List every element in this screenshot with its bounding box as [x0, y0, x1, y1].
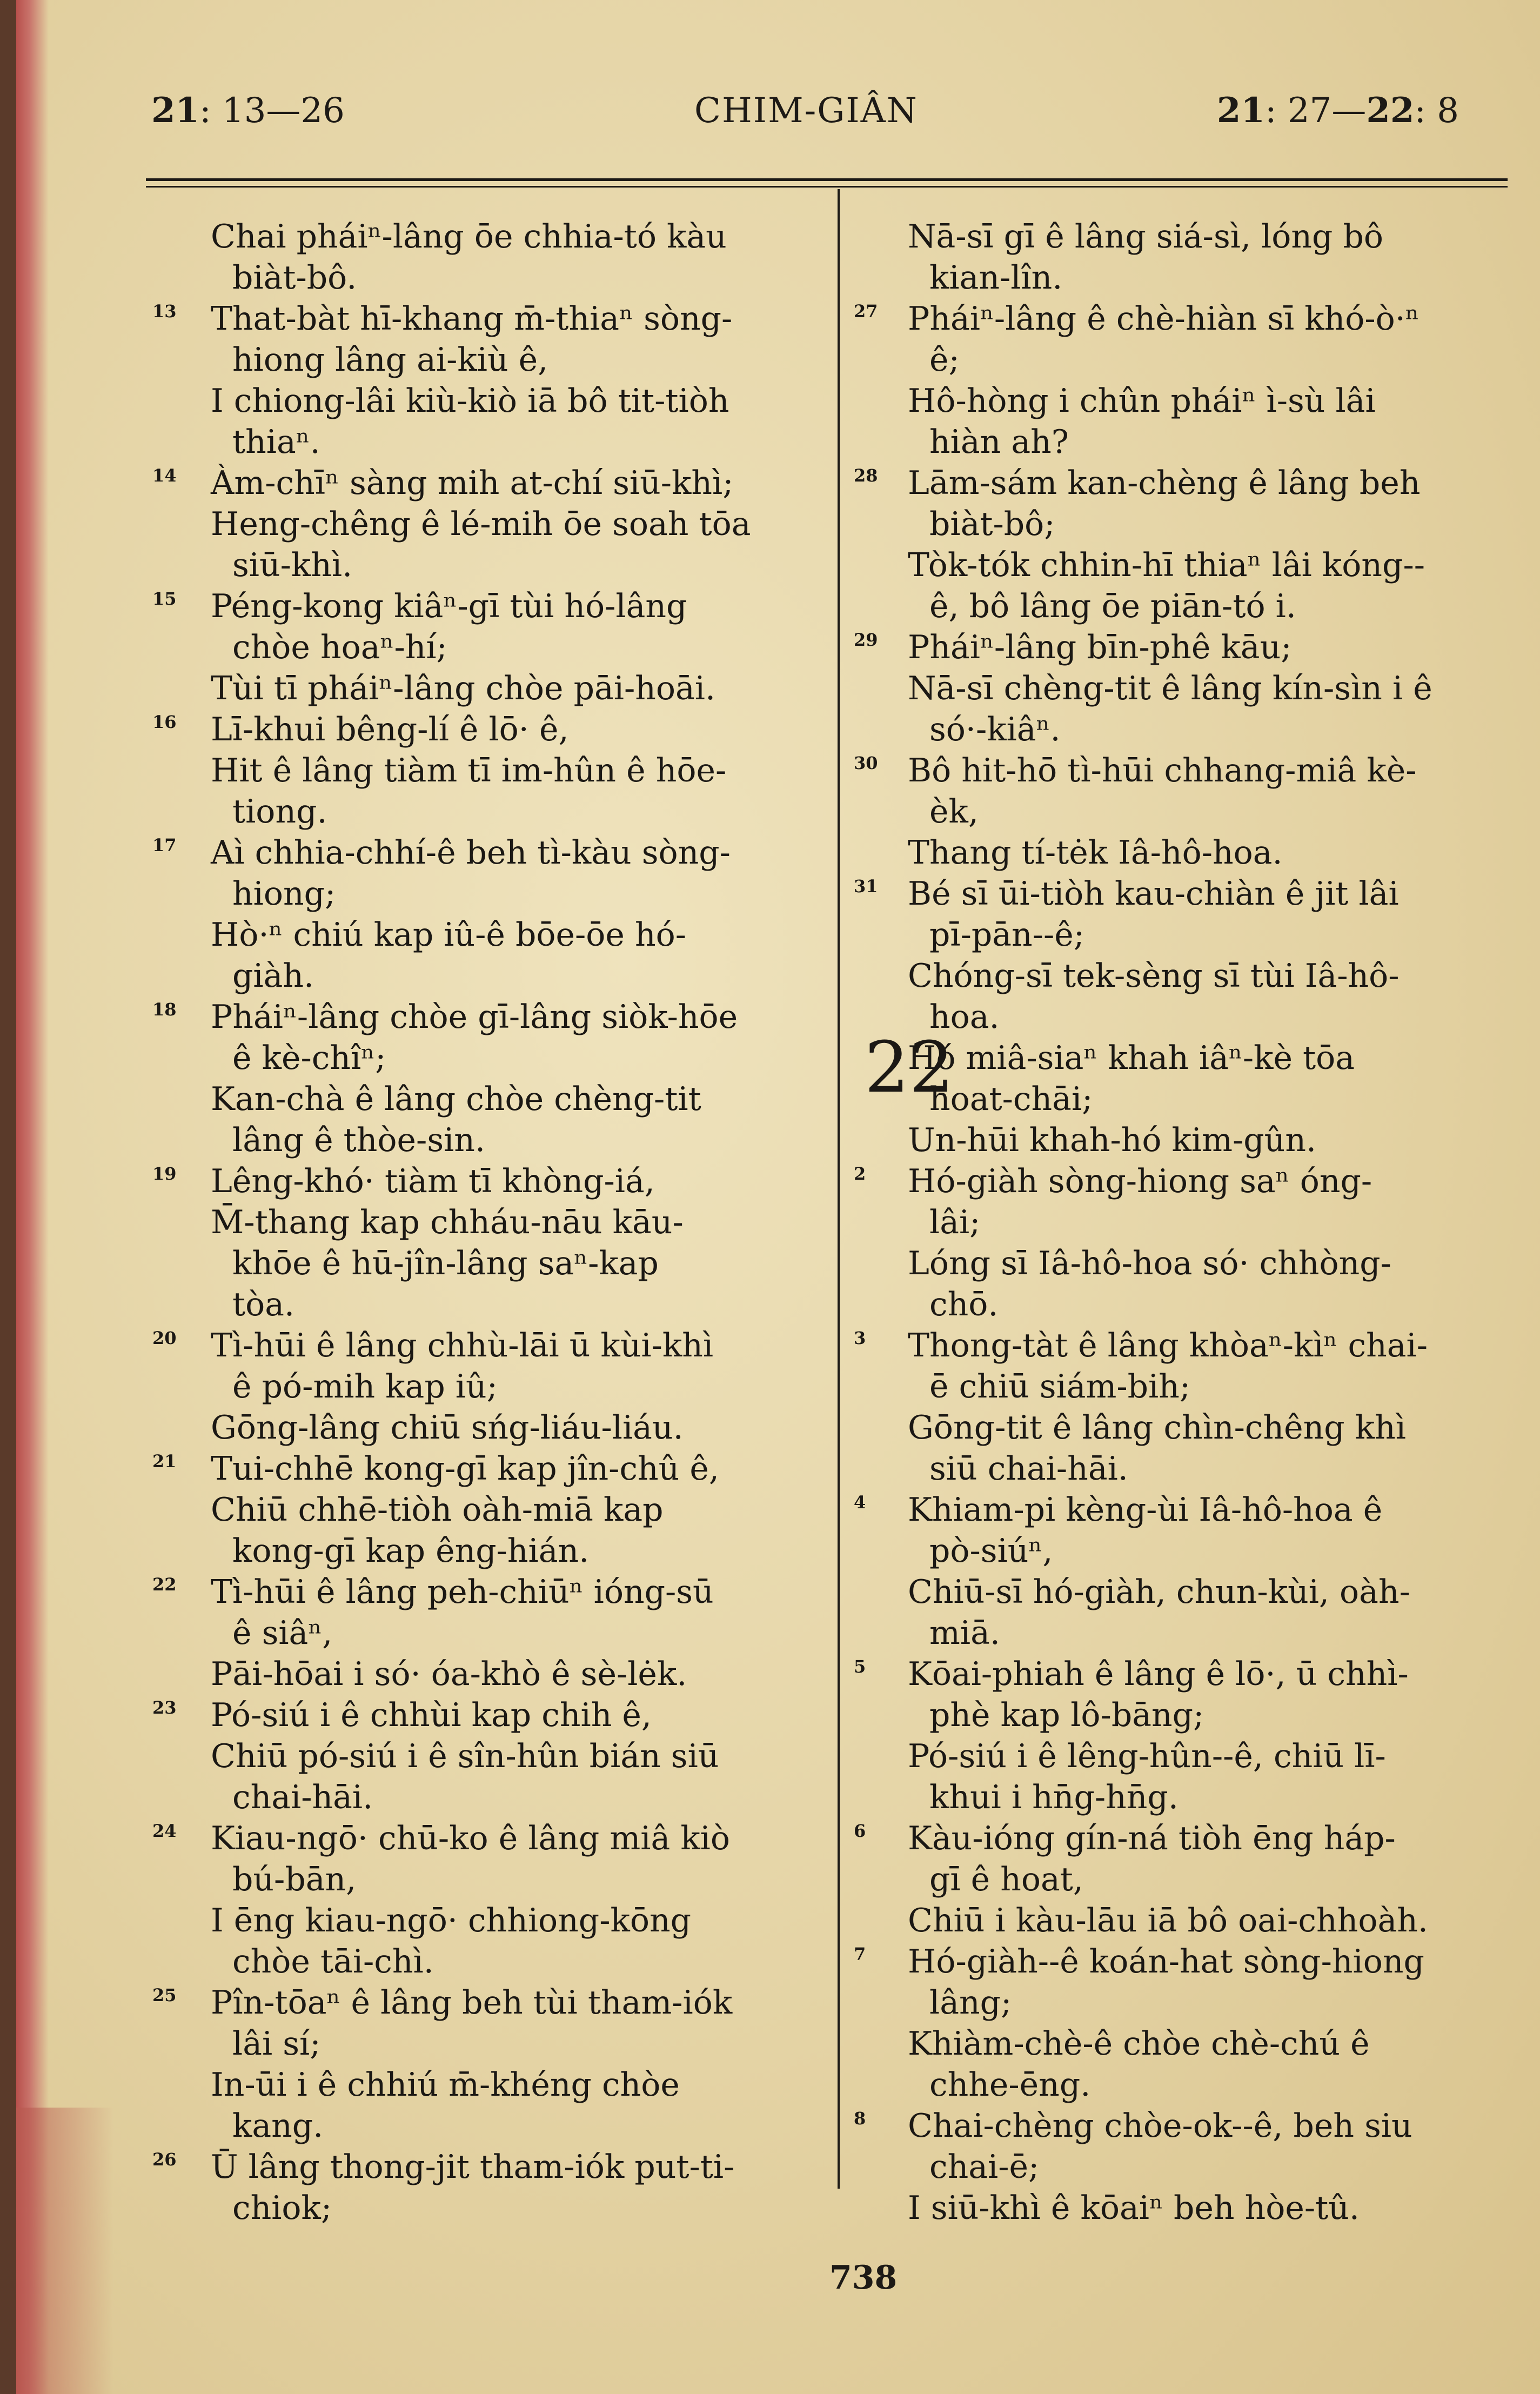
- verse-line: [854, 1695, 1535, 1736]
- left-column: [152, 216, 827, 2229]
- verse-text: Nā-sī chèng-tit ê lâng kín-sìn i ê: [908, 670, 1432, 707]
- verse-text: chai-hāi.: [232, 1778, 373, 1816]
- verse-text: Thang tí-tėk Iâ-hô-hoa.: [908, 834, 1283, 872]
- verse-number: 30: [854, 753, 878, 773]
- verse-text: I chiong-lâi kiù-kiò iā bô tit-tiòh: [211, 382, 729, 420]
- verse-line: [854, 298, 1535, 339]
- verse-text: Hô-hòng i chûn pháiⁿ ì-sù lâi: [908, 382, 1376, 420]
- verse-number: 23: [152, 1697, 177, 1718]
- verse-text: Hó-giàh--ê koán-hat sòng-hiong: [908, 1943, 1424, 1981]
- verse-line: [854, 2023, 1535, 2064]
- verse-text: chòe tāi-chì.: [232, 1943, 434, 1981]
- verse-line: [157, 873, 827, 914]
- verse-text: ê pó-mih kap iû;: [232, 1368, 498, 1406]
- verse-text: kong-gī kap êng-hián.: [232, 1532, 590, 1570]
- verse-text: Tì-hūi ê lâng chhù-lāi ū kùi-khì: [211, 1327, 714, 1365]
- verse-text: kang.: [232, 2107, 324, 2145]
- verse-line: [157, 257, 827, 298]
- verse-text: Lām-sám kan-chèng ê lâng beh: [908, 464, 1421, 502]
- verse-line: [152, 463, 827, 504]
- verse-text: chiok;: [232, 2189, 332, 2227]
- verse-line: [854, 1818, 1535, 1859]
- verse-number: 13: [152, 301, 177, 322]
- verse-number: 3: [854, 1328, 866, 1348]
- verse-text: chō.: [929, 1286, 999, 1323]
- verse-text: Hit ê lâng tiàm tī im-hûn ê hōe-: [211, 752, 727, 790]
- verse-text: só·-kiâⁿ.: [929, 711, 1061, 748]
- verse-text: Pháiⁿ-lâng ê chè-hiàn sī khó-ò·ⁿ: [908, 300, 1420, 338]
- verse-line: [157, 1202, 827, 1243]
- verse-line: [854, 1407, 1535, 1448]
- verse-text: siū chai-hāi.: [929, 1450, 1128, 1488]
- verse-text: pī-pān--ê;: [929, 916, 1084, 954]
- verse-text: phè kap lô-bāng;: [929, 1696, 1204, 1734]
- verse-text: chai-ē;: [929, 2148, 1040, 2186]
- verse-number: 19: [152, 1163, 177, 1184]
- verse-text: Nā-sī gī ê lâng siá-sì, lóng bô: [908, 218, 1384, 256]
- verse-line: [152, 997, 827, 1038]
- verse-text: Kiau-ngō· chū-ko ê lâng miâ kiò: [211, 1820, 730, 1857]
- verse-text: hoat-chāi;: [929, 1080, 1093, 1118]
- verse-text: biàt-bô;: [929, 505, 1055, 543]
- bible-page: [16, 0, 1540, 2394]
- verse-text: Un-hūi khah-hó kim-gûn.: [908, 1121, 1317, 1159]
- verse-line: [157, 1243, 827, 1284]
- verse-text: hiong;: [232, 875, 336, 913]
- verse-number: 7: [854, 1944, 866, 1964]
- verse-text: Ū lâng thong-jit tham-iók put-ti-: [211, 2148, 735, 2186]
- verse-text: Kàu-ióng gín-ná tiòh ēng háp-: [908, 1820, 1396, 1857]
- verse-text: chòe hoaⁿ-hí;: [232, 628, 447, 666]
- verse-number: 28: [854, 465, 878, 486]
- verse-text: lâng ê thòe-sin.: [232, 1121, 486, 1159]
- verse-text: miā.: [929, 1614, 1000, 1652]
- verse-number: 16: [152, 712, 177, 732]
- verse-text: Lóng sī Iâ-hô-hoa só· chhòng-: [908, 1245, 1391, 1282]
- verse-text: M̄-thang kap chháu-nāu kāu-: [211, 1203, 684, 1241]
- verse-text: ē chiū siám-bih;: [929, 1368, 1191, 1406]
- verse-line: [157, 339, 827, 380]
- verse-number: 14: [152, 465, 177, 486]
- verse-line: [854, 1366, 1535, 1407]
- verse-text: Hó miâ-siaⁿ khah iâⁿ-kè tōa: [908, 1039, 1355, 1077]
- verse-text: Heng-chêng ê lé-mih ōe soah tōa: [211, 505, 751, 543]
- verse-line: [157, 1941, 827, 1982]
- verse-line: [157, 1859, 827, 1900]
- verse-line: [157, 1120, 827, 1161]
- verse-text: That-bàt hī-khang m̄-thiaⁿ sòng-: [211, 300, 733, 338]
- verse-text: giàh.: [232, 957, 314, 995]
- verse-line: [854, 1202, 1535, 1243]
- verse-number: 25: [152, 1985, 177, 2005]
- verse-text: Pó-siú i ê lêng-hûn--ê, chiū lī-: [908, 1737, 1386, 1775]
- verse-text: Khiàm-chè-ê chòe chè-chú ê: [908, 2025, 1370, 2063]
- verse-line: [157, 216, 827, 257]
- verse-line: [854, 216, 1535, 257]
- verse-text: I siū-khì ê kōaiⁿ beh hòe-tû.: [908, 2189, 1360, 2227]
- verse-text: Pó-siú i ê chhùi kap chih ê,: [211, 1696, 652, 1734]
- header-book-title: CHIM-GIÂN: [694, 91, 918, 131]
- verse-line: [152, 1161, 827, 1202]
- right-column: [854, 216, 1535, 2229]
- verse-text: I ēng kiau-ngō· chhiong-kōng: [211, 1902, 692, 1940]
- verse-text: Pháiⁿ-lâng chòe gī-lâng siòk-hōe: [211, 998, 738, 1036]
- verse-number: 2: [854, 1163, 866, 1184]
- verse-line: [157, 2105, 827, 2146]
- verse-line: [157, 2023, 827, 2064]
- verse-line: [854, 1900, 1535, 1941]
- verse-text: hiong lâng ai-kiù ê,: [232, 341, 548, 379]
- verse-line: [854, 504, 1535, 545]
- verse-text: Hó-giàh sòng-hiong saⁿ óng-: [908, 1162, 1372, 1200]
- verse-line: [157, 545, 827, 586]
- chapter-number: 22: [865, 1026, 954, 1108]
- verse-number: 15: [152, 589, 177, 609]
- verse-line: [854, 2105, 1535, 2146]
- verse-text: Khiam-pi kèng-ùi Iâ-hô-hoa ê: [908, 1491, 1383, 1529]
- verse-text: Kan-chà ê lâng chòe chèng-tit: [211, 1080, 701, 1118]
- verse-text: Aì chhia-chhí-ê beh tì-kàu sòng-: [211, 834, 731, 872]
- verse-line: [854, 1530, 1535, 1572]
- verse-text: Hò·ⁿ chiú kap iû-ê bōe-ōe hó-: [211, 916, 687, 954]
- verse-text: chhe-ēng.: [929, 2066, 1091, 2104]
- verse-line: [854, 997, 1535, 1038]
- verse-text: Tui-chhē kong-gī kap jîn-chû ê,: [211, 1450, 719, 1488]
- verse-line: [854, 1777, 1535, 1818]
- verse-line: [854, 750, 1535, 791]
- verse-number: 29: [854, 630, 878, 650]
- verse-line: [854, 1161, 1535, 1202]
- verse-line: [157, 955, 827, 997]
- verse-text: Kōai-phiah ê lâng ê lō·, ū chhì-: [908, 1655, 1409, 1693]
- verse-text: èk,: [929, 793, 979, 831]
- verse-number: 17: [152, 835, 177, 855]
- verse-line: [157, 1366, 827, 1407]
- verse-line: [157, 422, 827, 463]
- verse-text: biàt-bô.: [232, 259, 357, 297]
- verse-text: Chai pháiⁿ-lâng ōe chhia-tó kàu: [211, 218, 727, 256]
- verse-text: Chiū-sī hó-giàh, chun-kùi, oàh-: [908, 1573, 1410, 1611]
- verse-number: 27: [854, 301, 878, 322]
- verse-line: [854, 545, 1535, 586]
- verse-text: Chóng-sī tek-sèng sī tùi Iâ-hô-: [908, 957, 1400, 995]
- verse-line: [854, 1859, 1535, 1900]
- verse-line: [854, 257, 1535, 298]
- verse-line: [152, 1818, 827, 1859]
- column-divider: [838, 189, 840, 2189]
- verse-line: [152, 2146, 827, 2188]
- verse-line: [854, 1243, 1535, 1284]
- verse-text: Chiū chhē-tiòh oàh-miā kap: [211, 1491, 664, 1529]
- verse-text: lâi sí;: [232, 2025, 321, 2063]
- header-rule-thin: [146, 186, 1508, 188]
- verse-text: Gōng-lâng chiū sńg-liáu-liáu.: [211, 1409, 684, 1447]
- verse-line: [854, 2146, 1535, 2188]
- verse-line: [854, 1120, 1535, 1161]
- verse-line: [157, 627, 827, 668]
- verse-text: tòa.: [232, 1286, 295, 1323]
- verse-line: [854, 2064, 1535, 2105]
- header-left-reference: 21: 13—26: [151, 90, 345, 131]
- verse-line: [157, 1530, 827, 1572]
- verse-line: [854, 1982, 1535, 2023]
- verse-text: Lêng-khó· tiàm tī khòng-iá,: [211, 1162, 655, 1200]
- verse-text: gī ê hoat,: [929, 1861, 1083, 1898]
- verse-text: Chiū pó-siú i ê sîn-hûn bián siū: [211, 1737, 719, 1775]
- verse-text: Pîn-tōaⁿ ê lâng beh tùi tham-iók: [211, 1984, 733, 2022]
- verse-line: [157, 750, 827, 791]
- verse-text: bú-bān,: [232, 1861, 357, 1898]
- verse-number: 5: [854, 1656, 866, 1677]
- verse-line: [854, 1613, 1535, 1654]
- verse-line: [157, 1407, 827, 1448]
- verse-line: [854, 627, 1535, 668]
- verse-line: [157, 1777, 827, 1818]
- verse-number: 18: [152, 999, 177, 1020]
- verse-number: 4: [854, 1492, 866, 1513]
- verse-text: Tòk-tók chhin-hī thiaⁿ lâi kóng--: [908, 546, 1425, 584]
- verse-line: [152, 586, 827, 627]
- verse-line: [854, 791, 1535, 832]
- verse-line: [854, 422, 1535, 463]
- verse-line: [854, 832, 1535, 873]
- verse-text: Lī-khui bêng-lí ê lō· ê,: [211, 711, 569, 748]
- verse-text: pò-siúⁿ,: [929, 1532, 1053, 1570]
- verse-line: [157, 2188, 827, 2229]
- verse-line: [854, 709, 1535, 750]
- verse-line: [152, 1325, 827, 1366]
- verse-text: khōe ê hū-jîn-lâng saⁿ-kap: [232, 1245, 659, 1282]
- verse-text: lâi;: [929, 1203, 981, 1241]
- verse-text: Gōng-tit ê lâng chìn-chêng khì: [908, 1409, 1406, 1447]
- verse-line: [854, 1079, 1535, 1120]
- verse-line: [854, 463, 1535, 504]
- verse-text: ê, bô lâng ōe piān-tó i.: [929, 587, 1296, 625]
- verse-text: In-ūi i ê chhiú m̄-khéng chòe: [211, 2066, 680, 2104]
- page-number: 738: [829, 2259, 898, 2297]
- verse-line: [157, 2064, 827, 2105]
- verse-line: [152, 298, 827, 339]
- verse-line: [157, 1284, 827, 1325]
- verse-number: 20: [152, 1328, 177, 1348]
- verse-line: [157, 668, 827, 709]
- verse-line: [157, 1736, 827, 1777]
- verse-text: Chai-chèng chòe-ok--ê, beh siu: [908, 2107, 1412, 2145]
- verse-line: [157, 791, 827, 832]
- verse-text: Péng-kong kiâⁿ-gī tùi hó-lâng: [211, 587, 687, 625]
- verse-number: 6: [854, 1821, 866, 1841]
- verse-line: [152, 709, 827, 750]
- verse-text: hiàn ah?: [929, 423, 1069, 461]
- red-page-edge: [16, 0, 49, 2394]
- verse-line: [854, 1325, 1535, 1366]
- verse-text: Bé sī ūi-tiòh kau-chiàn ê jit lâi: [908, 875, 1399, 913]
- verse-text: lâng;: [929, 1984, 1012, 2022]
- verse-text: Àm-chīⁿ sàng mih at-chí siū-khì;: [211, 464, 734, 502]
- verse-text: hoa.: [929, 998, 1000, 1036]
- verse-number: 26: [152, 2149, 177, 2170]
- verse-number: 22: [152, 1574, 177, 1595]
- verse-line: [152, 1448, 827, 1489]
- verse-line: [854, 668, 1535, 709]
- verse-line: [854, 955, 1535, 997]
- verse-number: 21: [152, 1451, 177, 1472]
- verse-line: [854, 1489, 1535, 1530]
- verse-line: [157, 1038, 827, 1079]
- verse-line: [854, 1736, 1535, 1777]
- verse-line: [152, 1572, 827, 1613]
- verse-number: 8: [854, 2108, 866, 2129]
- verse-text: ê siâⁿ,: [232, 1614, 333, 1652]
- verse-line: [157, 914, 827, 955]
- verse-text: Pháiⁿ-lâng bīn-phê kāu;: [908, 628, 1292, 666]
- verse-text: Pāi-hōai i só· óa-khò ê sè-lėk.: [211, 1655, 687, 1693]
- verse-number: 24: [152, 1821, 177, 1841]
- verse-text: tiong.: [232, 793, 327, 831]
- verse-text: Bô hit-hō tì-hūi chhang-miâ kè-: [908, 752, 1417, 790]
- verse-line: [854, 873, 1535, 914]
- verse-line: [157, 1900, 827, 1941]
- verse-line: [157, 1489, 827, 1530]
- header-right-reference: 21: 27—22: 8: [1216, 90, 1459, 131]
- verse-text: Thong-tàt ê lâng khòaⁿ-kìⁿ chai-: [908, 1327, 1428, 1365]
- verse-line: [157, 1079, 827, 1120]
- verse-line: [157, 504, 827, 545]
- verse-line: [854, 2188, 1535, 2229]
- verse-line: [854, 1941, 1535, 1982]
- verse-line: [152, 832, 827, 873]
- verse-line: [854, 380, 1535, 422]
- verse-line: [854, 1284, 1535, 1325]
- verse-text: Tùi tī pháiⁿ-lâng chòe pāi-hoāi.: [211, 670, 716, 707]
- verse-line: [854, 1572, 1535, 1613]
- verse-text: siū-khì.: [232, 546, 353, 584]
- verse-line: [157, 1613, 827, 1654]
- verse-line: [854, 1654, 1535, 1695]
- verse-line: [152, 1982, 827, 2023]
- red-page-edge-stain: [16, 2108, 113, 2394]
- verse-text: ê kè-chîⁿ;: [232, 1039, 386, 1077]
- verse-text: thiaⁿ.: [232, 423, 320, 461]
- verse-text: Tì-hūi ê lâng peh-chiūⁿ ióng-sū: [211, 1573, 714, 1611]
- verse-line: [854, 586, 1535, 627]
- verse-text: khui i hn̄g-hn̄g.: [929, 1778, 1179, 1816]
- verse-line: [854, 339, 1535, 380]
- header-rule-thick: [146, 178, 1508, 181]
- verse-line: [854, 914, 1535, 955]
- verse-line: [854, 1448, 1535, 1489]
- verse-line: [157, 1654, 827, 1695]
- verse-line: [157, 380, 827, 422]
- verse-text: ê;: [929, 341, 960, 379]
- verse-line: [152, 1695, 827, 1736]
- verse-text: kian-lîn.: [929, 259, 1063, 297]
- verse-number: 31: [854, 876, 878, 897]
- verse-text: Chiū i kàu-lāu iā bô oai-chhoàh.: [908, 1902, 1428, 1940]
